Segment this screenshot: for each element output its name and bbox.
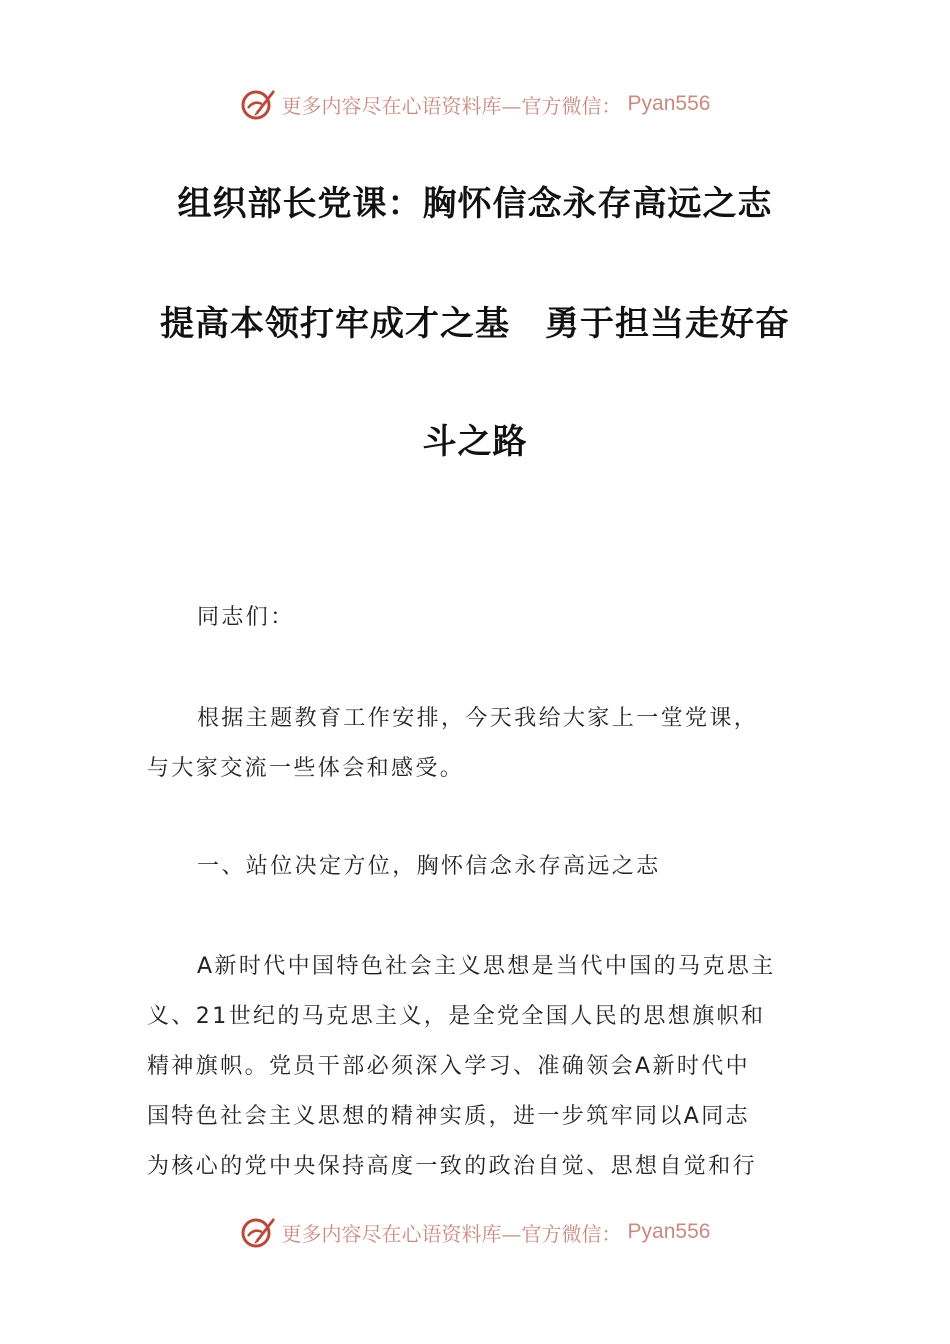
paragraph-line: 为核心的党中央保持高度一致的政治自觉、思想自觉和行	[147, 1154, 758, 1179]
paragraph-line: 精神旗帜。党员干部必须深入学习、准确领会A新时代中	[147, 1054, 751, 1079]
paragraph-2	[147, 942, 807, 1192]
pen-logo-icon	[240, 1214, 276, 1250]
watermark-id: Pyan556	[627, 1220, 711, 1243]
watermark-text: 更多内容尽在心语资料库—官方微信：	[281, 1221, 622, 1246]
paragraph-line: 根据主题教育工作安排，今天我给大家上一堂党课，	[197, 706, 759, 731]
salutation: 同志们：	[197, 605, 295, 630]
paragraph-line: A新时代中国特色社会主义思想是当代中国的马克思主	[197, 954, 776, 979]
paragraph-line: 义、21世纪的马克思主义，是全党全国人民的思想旗帜和	[147, 1004, 766, 1029]
watermark-id: Pyan556	[627, 92, 711, 115]
paragraph-line: 国特色社会主义思想的精神实质，进一步筑牢同以A同志	[147, 1104, 751, 1129]
section-heading-1: 一、站位决定方位，胸怀信念永存高远之志	[197, 854, 661, 879]
header-watermark	[0, 84, 950, 124]
paragraph-line: 与大家交流一些体会和感受。	[147, 756, 465, 781]
footer-watermark	[0, 1212, 950, 1252]
pen-logo-icon	[240, 86, 276, 122]
title-line-1: 组织部长党课：胸怀信念永存高远之志	[177, 184, 773, 224]
paragraph-1	[147, 694, 807, 794]
watermark-text: 更多内容尽在心语资料库—官方微信：	[281, 93, 622, 118]
title-line-3: 斗之路	[422, 422, 528, 462]
title-line-2: 提高本领打牢成才之基 勇于担当走好奋	[160, 304, 790, 344]
